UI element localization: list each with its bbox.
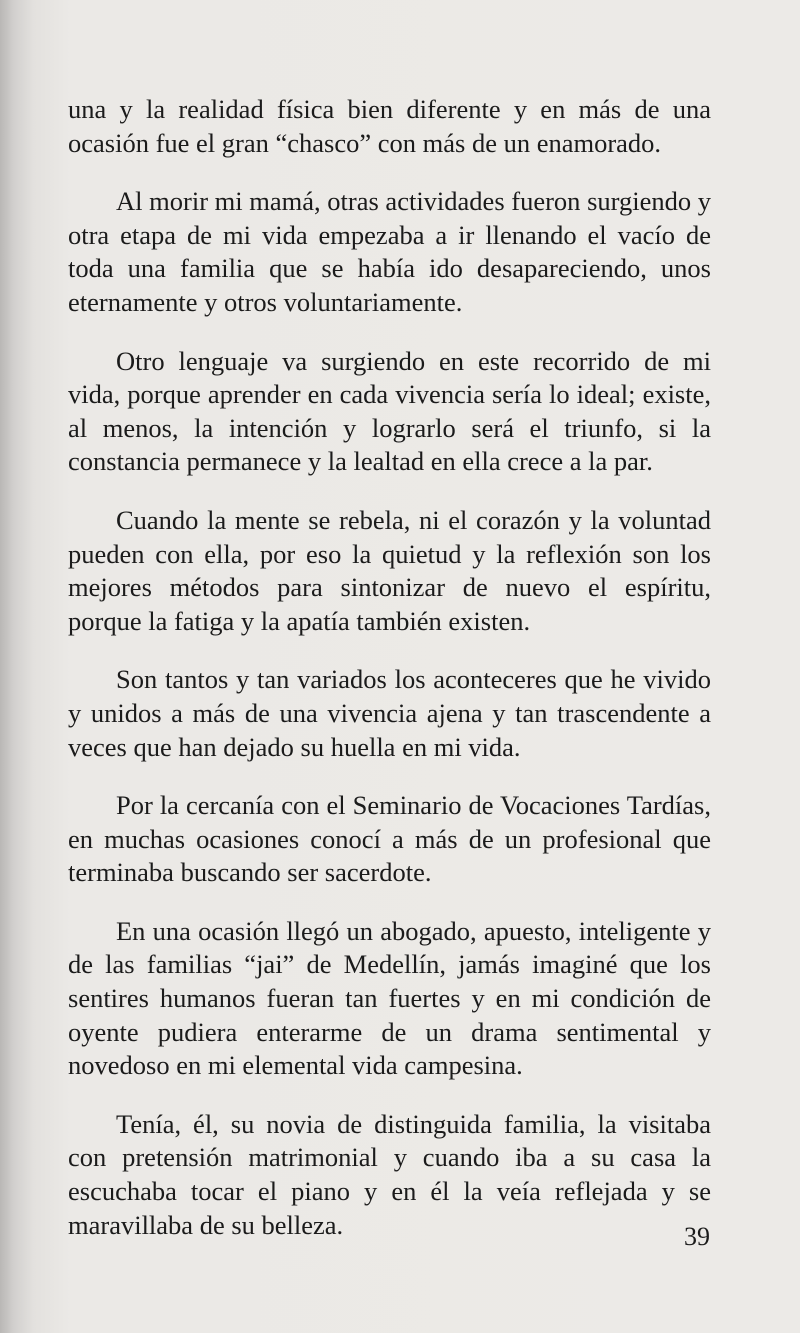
paragraph: Por la cercanía con el Seminario de Vocaciones Tardías, en muchas ocasiones conocí a más de un profesional que terminaba buscando ser sacerdote. — [68, 790, 711, 888]
page-number: 39 — [684, 1222, 710, 1251]
paragraph: Otro lenguaje va surgiendo en este recorrido de mi vida, porque aprender en cada vivencia sería lo ideal; existe, al menos, la intención y lograrlo será el triunfo, si la constancia permanece y la lealtad en ella crece a la par. — [68, 345, 711, 477]
paragraph: En una ocasión llegó un abogado, apuesto, inteligente y de las familias “jai” de Medellín, jamás imaginé que los sentires humanos fueran tan fuertes y en mi condición de oyente pudiera enterarme de un drama sentimental y novedoso en mi elemental vida campesina. — [68, 915, 711, 1081]
paragraph: Al morir mi mamá, otras actividades fueron surgiendo y otra etapa de mi vida empezaba a ir llenando el vacío de toda una familia que se había ido desapareciendo, unos eternamente y otros voluntariamente. — [68, 186, 711, 317]
page-body-text — [68, 93, 711, 1267]
paragraph: Son tantos y tan variados los aconteceres que he vivido y unidos a más de una vivencia ajena y tan trascendente a veces que han dejado su huella en mi vida. — [68, 664, 711, 762]
paragraph-continuation: una y la realidad física bien diferente y en más de una ocasión fue el gran “chasco” con más de un enamorado. — [68, 94, 711, 158]
paragraph: Tenía, él, su novia de distinguida familia, la visitaba con pretensión matrimonial y cuando iba a su casa la escuchaba tocar el piano y en él la veía reflejada y se maravillaba de su belleza. — [68, 1108, 711, 1240]
paragraph: Cuando la mente se rebela, ni el corazón y la voluntad pueden con ella, por eso la quietud y la reflexión son los mejores métodos para sintonizar de nuevo el espíritu, porque la fatiga y la apatía también existen. — [68, 504, 711, 636]
